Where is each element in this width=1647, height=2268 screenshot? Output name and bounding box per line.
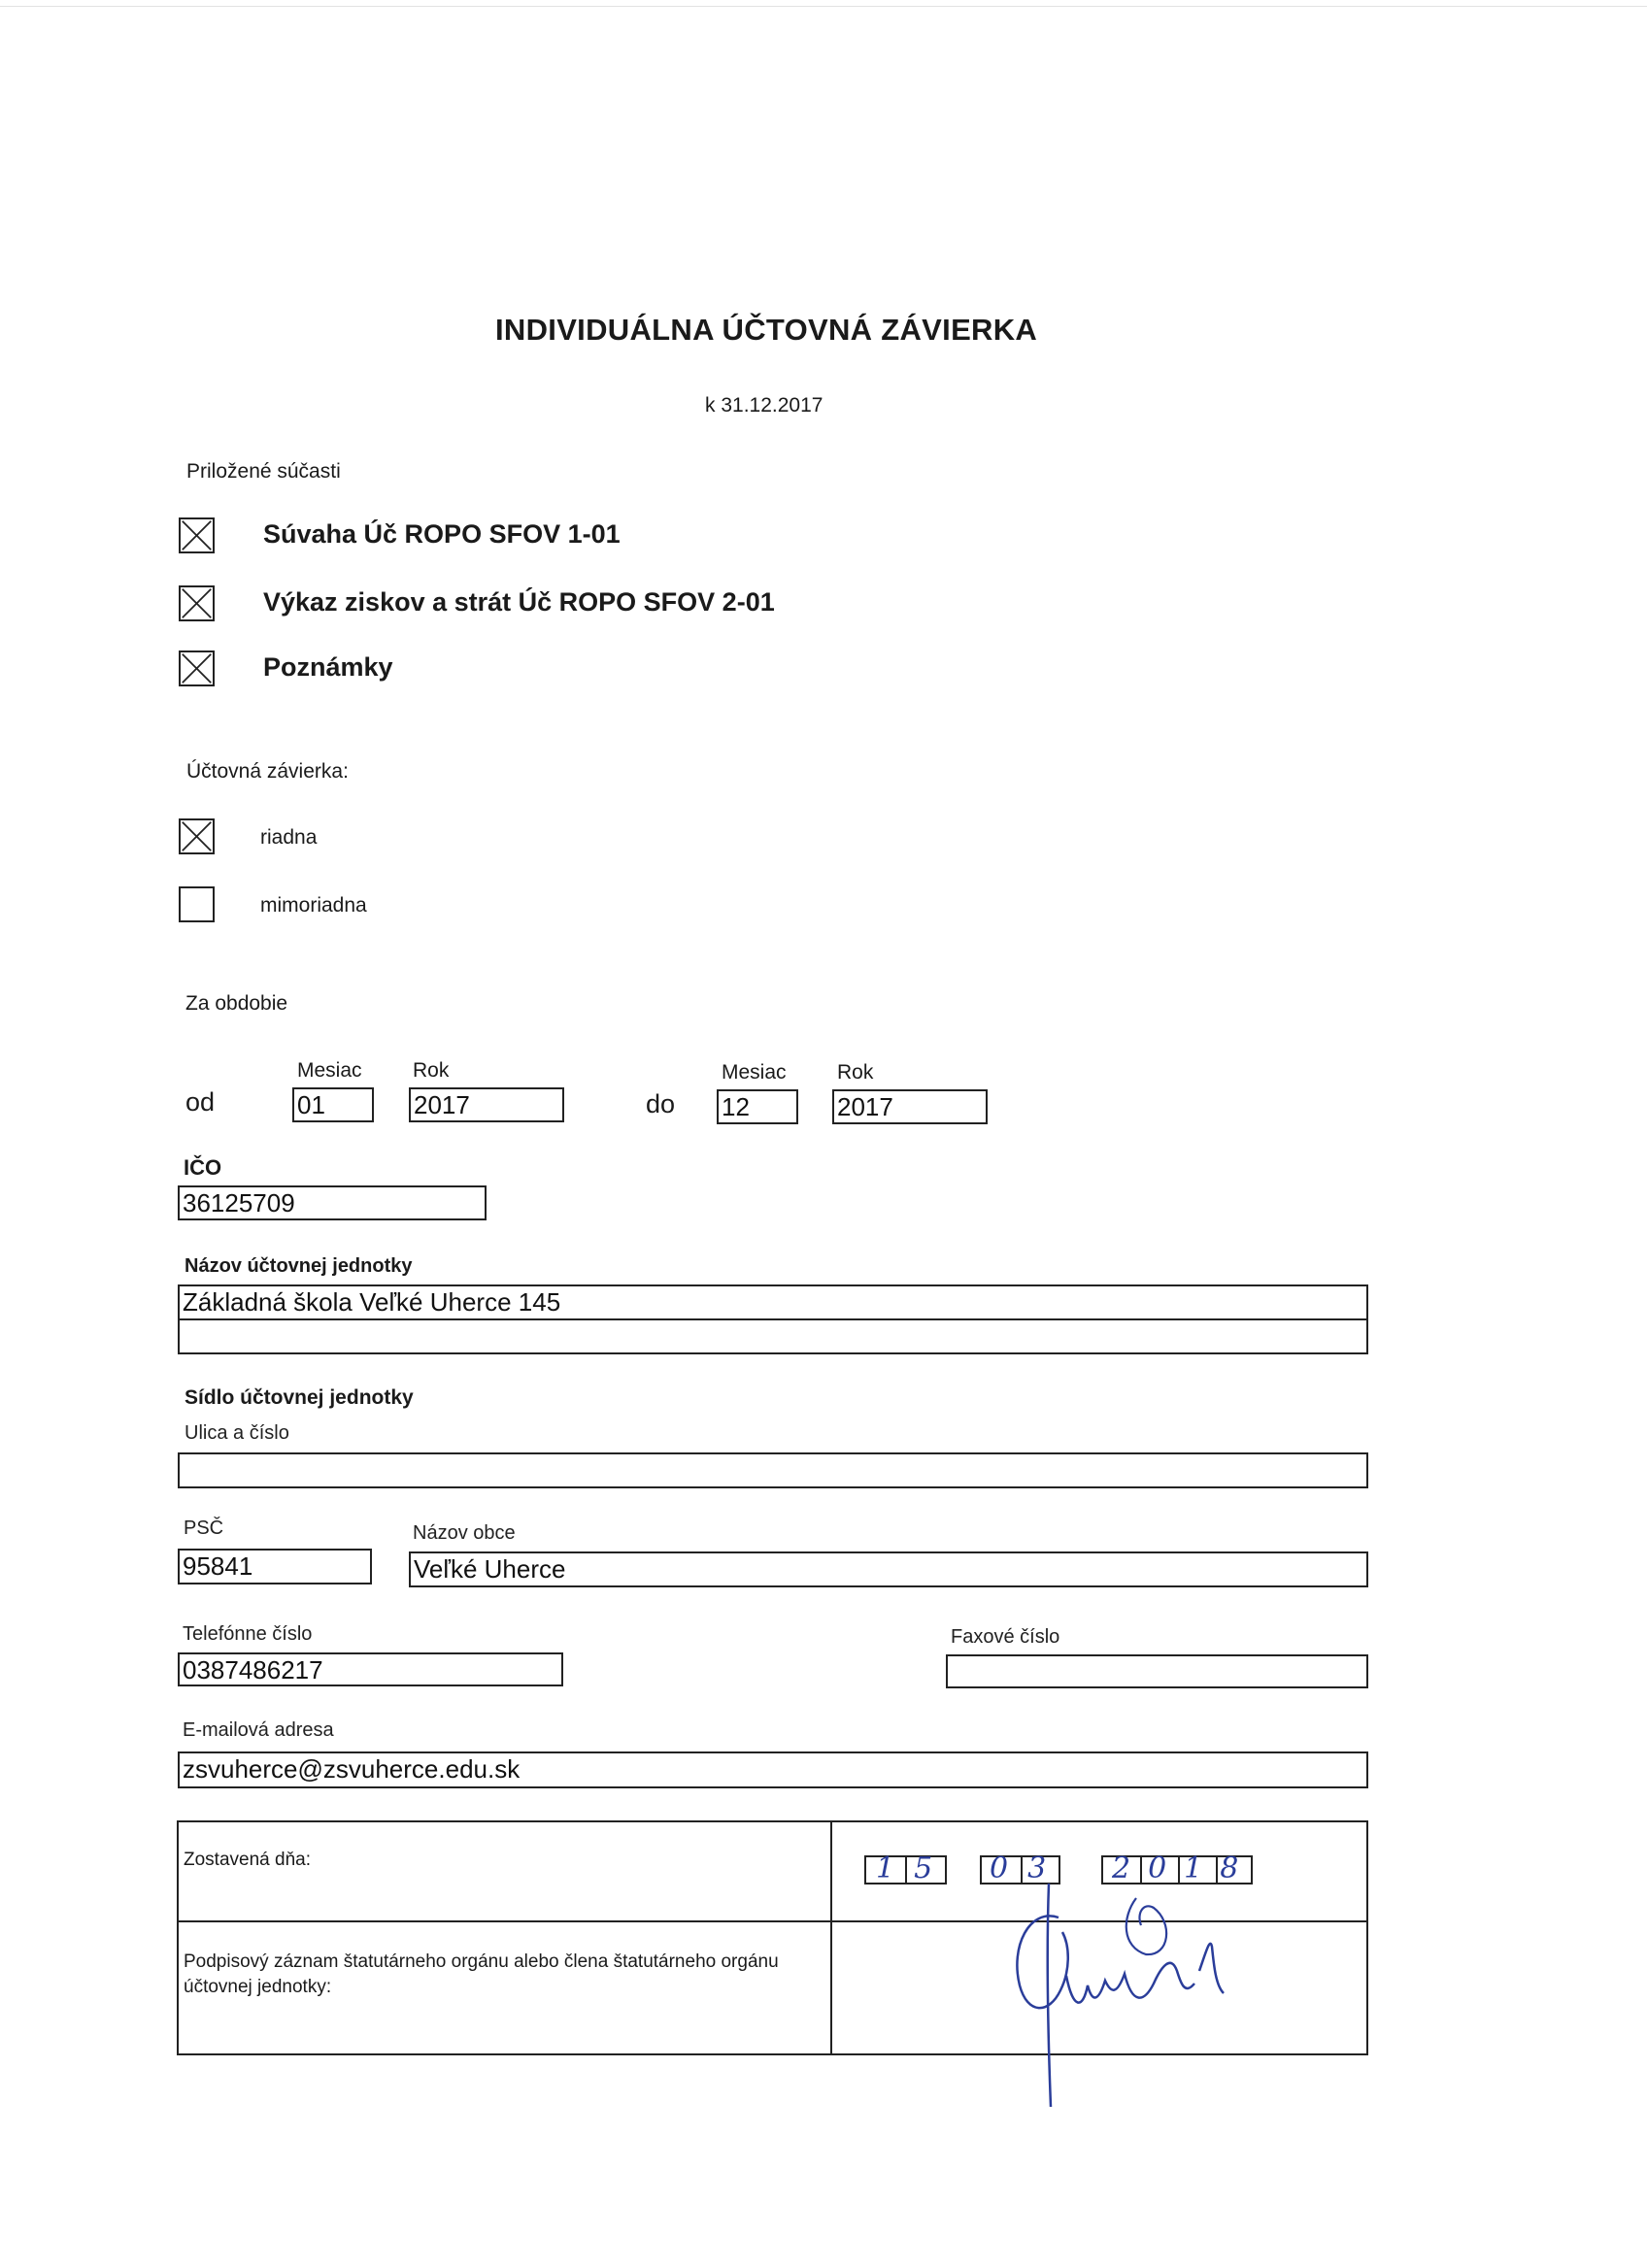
compiled-month-value: 03 (990, 1851, 1066, 1885)
fax-label: Faxové číslo (951, 1626, 1060, 1648)
attachment-checkbox-vykaz[interactable] (179, 585, 215, 621)
closing-type-label: Účtovná závierka: (186, 760, 349, 783)
ico-label: IČO (184, 1155, 222, 1180)
city-field[interactable]: Veľké Uherce (409, 1551, 1368, 1587)
fax-field[interactable] (946, 1654, 1368, 1688)
period-to-year-field[interactable]: 2017 (832, 1089, 988, 1124)
period-to-month-label: Mesiac (722, 1061, 787, 1084)
closing-date: k 31.12.2017 (705, 394, 824, 417)
street-label: Ulica a číslo (185, 1422, 289, 1444)
phone-field[interactable]: 0387486217 (178, 1652, 563, 1686)
entity-name-label: Názov účtovnej jednotky (185, 1255, 413, 1277)
check-cross-icon (181, 587, 213, 619)
psc-label: PSČ (184, 1518, 224, 1539)
period-from-month-field[interactable]: 01 (292, 1087, 374, 1122)
entity-name-field-line2[interactable] (178, 1318, 1368, 1354)
entity-name-field-line1[interactable]: Základná škola Veľké Uherce 145 (178, 1284, 1368, 1320)
attachment-checkbox-poznamky[interactable] (179, 650, 215, 686)
handwritten-signature (991, 1879, 1282, 2112)
psc-field[interactable]: 95841 (178, 1549, 372, 1584)
ico-field[interactable]: 36125709 (178, 1185, 487, 1220)
period-from-year-field[interactable]: 2017 (409, 1087, 564, 1122)
attachment-label-vykaz: Výkaz ziskov a strát Úč ROPO SFOV 2-01 (263, 587, 775, 617)
check-cross-icon (181, 820, 213, 852)
compiled-year-value: 2018 (1112, 1851, 1257, 1885)
closing-type-checkbox-riadna[interactable] (179, 818, 215, 854)
scan-edge (0, 6, 1647, 7)
period-to-month-field[interactable]: 12 (717, 1089, 798, 1124)
period-from-month-label: Mesiac (297, 1059, 362, 1082)
period-from-label: od (185, 1087, 216, 1117)
signature-record-label: Podpisový záznam štatutárneho orgánu alebo člena štatutárneho orgánu účtovnej jednotky: (184, 1951, 779, 1997)
period-label: Za obdobie (185, 992, 288, 1015)
closing-type-checkbox-mimoriadna[interactable] (179, 886, 215, 922)
attachments-label: Priložené súčasti (186, 460, 341, 483)
check-cross-icon (181, 652, 213, 684)
attachment-label-suvaha: Súvaha Úč ROPO SFOV 1-01 (263, 519, 621, 549)
city-label: Názov obce (413, 1522, 516, 1544)
email-label: E-mailová adresa (183, 1719, 334, 1741)
period-from-year-label: Rok (413, 1059, 450, 1082)
email-field[interactable]: zsvuherce@zsvuherce.edu.sk (178, 1751, 1368, 1788)
attachment-label-poznamky: Poznámky (263, 652, 393, 682)
compiled-day-value: 15 (876, 1851, 953, 1885)
signature-table-divider-v (830, 1822, 832, 2053)
seat-label: Sídlo účtovnej jednotky (185, 1386, 414, 1409)
closing-type-label-riadna: riadna (260, 826, 318, 849)
phone-label: Telefónne číslo (183, 1623, 313, 1645)
attachment-checkbox-suvaha[interactable] (179, 517, 215, 553)
check-cross-icon (181, 519, 213, 551)
compiled-day-field[interactable] (864, 1851, 953, 1885)
period-to-year-label: Rok (837, 1061, 874, 1084)
document-title: INDIVIDUÁLNA ÚČTOVNÁ ZÁVIERKA (495, 313, 1038, 347)
street-field[interactable] (178, 1452, 1368, 1488)
period-to-label: do (646, 1089, 676, 1118)
closing-type-label-mimoriadna: mimoriadna (260, 894, 367, 917)
compiled-date-label: Zostavená dňa: (184, 1850, 311, 1870)
